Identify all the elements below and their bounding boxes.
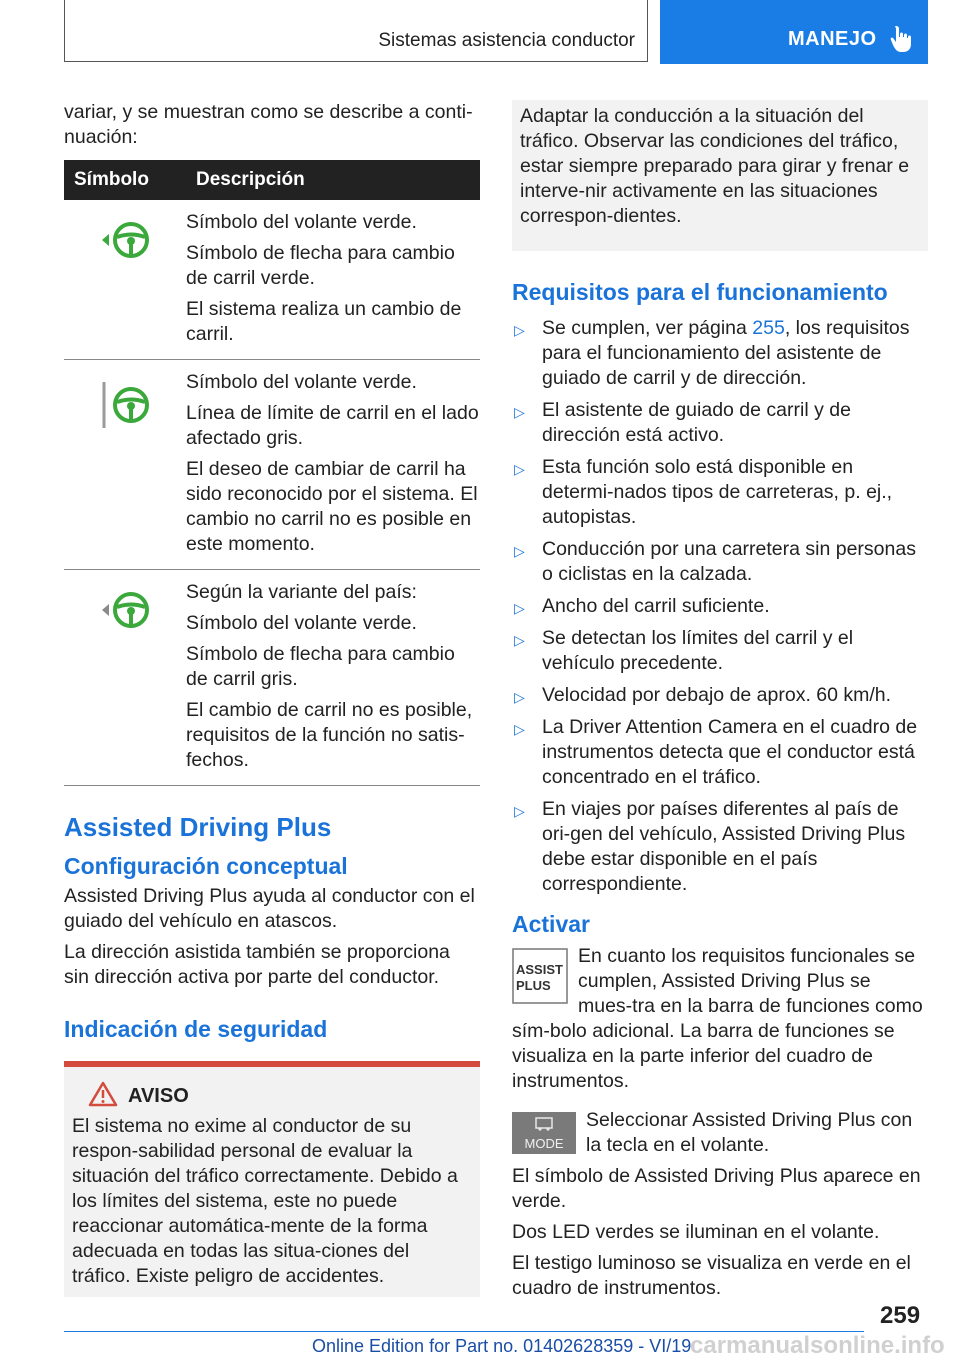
svg-text:ASSIST: ASSIST (516, 962, 563, 977)
chapter-tab[interactable] (660, 0, 928, 64)
list-item: ▷ Velocidad por debajo de aprox. 60 km/h. (512, 683, 928, 708)
table-cell-line: Símbolo de flecha para cambio de carril gris. (186, 643, 455, 690)
triangle-bullet-icon: ▷ (514, 461, 525, 477)
assist-plus-icon (512, 948, 568, 1004)
left-column (64, 100, 480, 1297)
warning-text: El sistema no exime al conductor de su respon-sabilidad personal de evaluar la situación del tráfico correctamente. Debido a los límites del sistema, este no puede reaccionar automática-mente de la forma adecuada en todas las situa-ciones del tráfico. Existe peligro de accidentes. (72, 1115, 458, 1287)
steering-wheel-green-gray-arrow-icon (94, 590, 156, 630)
subheading-concept: Configuración conceptual (64, 853, 348, 879)
table-cell-line: Símbolo de flecha para cambio de carril verde. (186, 242, 455, 289)
page-link[interactable]: 255 (752, 317, 785, 339)
triangle-bullet-icon: ▷ (514, 803, 525, 819)
requirements-list (512, 316, 928, 897)
table-cell-line: Símbolo del volante verde. (186, 211, 417, 233)
chapter-title: MANEJO (788, 28, 877, 50)
list-item: ▷ Se cumplen, ver página 255, los requisitos para el funcionamiento del asistente de guiado de carril y de dirección. (514, 317, 910, 389)
subheading-activate: Activar (512, 911, 590, 937)
list-item: ▷ En viajes por países diferentes al país de ori-gen del vehículo, Assisted Driving Plus debe estar disponible en el país correspondiente. (514, 798, 906, 895)
right-column (512, 100, 928, 1301)
triangle-bullet-icon: ▷ (514, 689, 525, 705)
triangle-bullet-icon: ▷ (514, 543, 525, 559)
table-header-symbol: Símbolo (64, 160, 186, 200)
table-cell-line: Símbolo del volante verde. (186, 612, 417, 634)
intro-text: variar, y se muestran como se describe a conti-nuación: (64, 101, 473, 148)
triangle-bullet-icon: ▷ (514, 632, 525, 648)
list-item: ▷ El asistente de guiado de carril y de dirección está activo. (514, 399, 851, 446)
table-cell-line: El cambio de carril no es posible, requisitos de la función no satis-fechos. (186, 699, 473, 771)
section-title: Sistemas asistencia conductor (64, 0, 648, 62)
triangle-bullet-icon: ▷ (514, 322, 525, 338)
warning-triangle-icon (88, 1081, 118, 1107)
activate-paragraph: El testigo luminoso se visualiza en verde en el cuadro de instrumentos. (512, 1252, 911, 1299)
list-item: ▷ Ancho del carril suficiente. (512, 594, 928, 619)
steering-wheel-green-arrow-icon (94, 220, 156, 260)
list-item: ▷ Conducción por una carretera sin personas o ciclistas en la calzada. (514, 538, 916, 585)
concept-paragraph: La dirección asistida también se proporciona sin dirección activa por parte del conductor. (64, 941, 450, 988)
table-cell-line: Según la variante del país: (186, 581, 417, 603)
warning-box (64, 1061, 480, 1297)
hand-pointer-icon (890, 24, 914, 54)
triangle-bullet-icon: ▷ (514, 404, 525, 420)
mode-button-icon (512, 1112, 576, 1154)
table-cell-line: El deseo de cambiar de carril ha sido reconocido por el sistema. El cambio no carril no es posible en este momento. (186, 458, 478, 555)
concept-paragraph: Assisted Driving Plus ayuda al conductor con el guiado del vehículo en atascos. (64, 885, 475, 932)
svg-text:MODE: MODE (524, 1136, 564, 1151)
table-cell-line: Línea de límite de carril en el lado afectado gris. (186, 402, 479, 449)
table-row (64, 200, 480, 360)
symbol-table (64, 160, 480, 786)
table-row (64, 360, 480, 570)
activate-paragraph: El símbolo de Assisted Driving Plus aparece en verde. (512, 1165, 921, 1212)
table-cell-line: El sistema realiza un cambio de carril. (186, 298, 462, 345)
footer-edition: Online Edition for Part no. 01402628359 - VI/19 (312, 1336, 692, 1356)
list-item: ▷ La Driver Attention Camera en el cuadro de instrumentos detecta que el conductor está concentrado en el tráfico. (514, 716, 918, 788)
activate-paragraph: Seleccionar Assisted Driving Plus con la tecla en el volante. (586, 1109, 913, 1156)
steering-wheel-green-lane-line-icon (94, 380, 156, 430)
table-cell-line: Símbolo del volante verde. (186, 371, 417, 393)
triangle-bullet-icon: ▷ (514, 721, 525, 737)
activate-block (512, 944, 928, 1301)
warning-title: AVISO (128, 1085, 189, 1107)
table-header-row (64, 160, 480, 200)
activate-paragraph: Dos LED verdes se iluminan en el volante. (512, 1221, 880, 1243)
table-header-description: Descripción (186, 160, 480, 200)
list-item: ▷ Esta función solo está disponible en determi-nados tipos de carreteras, p. ej., autopistas. (514, 456, 893, 528)
watermark: carmanualsonline.info (690, 1332, 945, 1359)
subheading-requirements: Requisitos para el funcionamiento (512, 279, 888, 305)
list-item: ▷ Se detectan los límites del carril y el vehículo precedente. (514, 627, 854, 674)
page-header (64, 0, 928, 64)
svg-text:PLUS: PLUS (516, 978, 551, 993)
page-number: 259 (880, 1302, 921, 1329)
subheading-safety: Indicación de seguridad (64, 1016, 328, 1042)
note-text: Adaptar la conducción a la situación del tráfico. Observar las condiciones del tráfico, estar siempre preparado para girar y frenar e interve-nir activamente en las situaciones correspon-dientes. (520, 105, 910, 227)
activate-paragraph: En cuanto los requisitos funcionales se cumplen, Assisted Driving Plus se mues-tra en la barra de funciones como sím-bolo adicional. La barra de funciones se visualiza en la parte inferior del cuadro de instrumentos. (512, 945, 923, 1092)
triangle-bullet-icon: ▷ (514, 600, 525, 616)
section-heading-assisted-driving: Assisted Driving Plus (64, 812, 332, 842)
note-box (512, 100, 928, 251)
table-row (64, 570, 480, 786)
